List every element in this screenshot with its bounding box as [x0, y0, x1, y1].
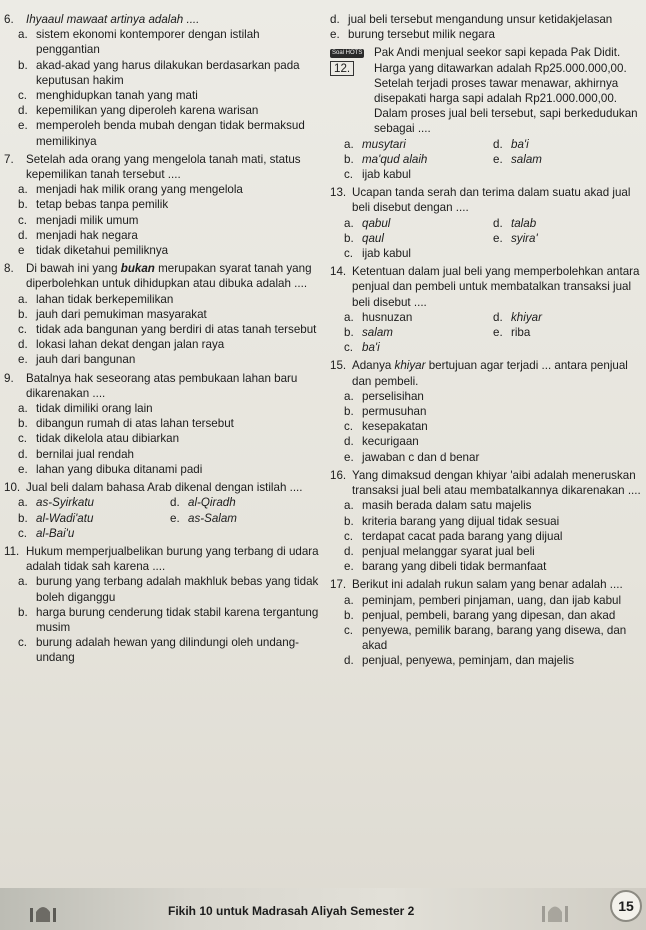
question-stem: Ucapan tanda serah dan terima dalam suatu akad jual beli disebut dengan .... — [352, 186, 631, 215]
question-number: 16. — [330, 468, 347, 482]
question-11 — [4, 544, 322, 666]
option-c: c. burung adalah hewan yang dilindungi oleh undang-undang — [18, 636, 300, 665]
option-c: c. penyewa, pemilik barang, barang yang disewa, dan akad — [344, 623, 627, 653]
option-a: a. husnuzan — [344, 310, 413, 324]
option-d: d. kepemilikan yang diperoleh karena warisan — [18, 104, 259, 118]
option-e: e. as-Salam — [170, 511, 237, 525]
option-a: a. tidak dimiliki orang lain — [18, 402, 153, 416]
page-number: 15 — [610, 890, 642, 922]
option-d: d. ba'i — [493, 137, 529, 151]
question-number: 6. — [4, 13, 14, 26]
option-b: b. tetap bebas tanpa pemilik — [18, 198, 169, 212]
option-b: b. kriteria barang yang dijual tidak sesuai — [344, 514, 560, 528]
option-c: c. kesepakatan — [344, 420, 428, 434]
question-14 — [330, 264, 642, 355]
option-c: c. ijab kabul — [344, 247, 411, 261]
option-b: b. jauh dari pemukiman masyarakat — [18, 307, 207, 321]
option-b: b. salam — [344, 326, 393, 340]
question-stem: Berikut ini adalah rukun salam yang benar adalah .... — [352, 578, 623, 592]
question-number: 13. — [330, 186, 347, 200]
question-stem: Pak Andi menjual seekor sapi kepada Pak Didit. Harga yang ditawarkan adalah Rp25.000.000,00. Setelah terjadi proses tawar menawar, akhirnya disepakati harga sapi adalah Rp21.000.000,00. Dalam proses jual beli tersebut, sapi berkedudukan sebagai .... — [374, 46, 638, 136]
option-d: d. penjual, penyewa, peminjam, dan majelis — [344, 654, 575, 668]
option-b: b. permusuhan — [344, 405, 427, 419]
left-column — [4, 12, 322, 669]
option-c: c. menghidupkan tanah yang mati — [18, 89, 198, 103]
option-e: e. jauh dari bangunan — [18, 353, 136, 367]
option-b: b. akad-akad yang harus dilakukan berdasarkan pada keputusan hakim — [18, 58, 300, 87]
question-number: 7. — [4, 152, 14, 166]
option-e: e. jawaban c dan d benar — [344, 450, 480, 464]
option-e: e. salam — [493, 152, 542, 166]
option-d: d. bernilai jual rendah — [18, 447, 134, 461]
option-b: b. al-Wadi'atu — [18, 511, 94, 525]
question-number: 10. — [4, 481, 21, 495]
option-c: c. menjadi milik umum — [18, 213, 139, 227]
option-a: a. masih berada dalam satu majelis — [344, 499, 532, 513]
option-a: a. qabul — [344, 216, 391, 230]
option-c: c. ijab kabul — [344, 168, 411, 182]
question-10 — [4, 480, 322, 541]
question-17 — [330, 577, 642, 668]
question-stem: Adanya khiyar bertujuan agar terjadi ... antara penjual dan pembeli. — [352, 359, 628, 388]
option-a: a. perselisihan — [344, 389, 424, 403]
question-number: 9. — [4, 371, 14, 385]
option-c: c. tidak dikelola atau dibiarkan — [18, 432, 180, 446]
option-a: a. burung yang terbang adalah makhluk bebas yang tidak boleh diganggu — [18, 575, 319, 604]
question-number: 17. — [330, 578, 347, 592]
question-8 — [4, 261, 322, 367]
option-c: c. terdapat cacat pada barang yang dijual — [344, 529, 563, 543]
option-e: e. lahan yang dibuka ditanami padi — [18, 462, 203, 476]
question-15 — [330, 358, 642, 464]
question-13 — [330, 185, 642, 261]
option-d: d. talab — [493, 216, 537, 230]
option-c: c. ba'i — [344, 341, 380, 355]
option-d: d. penjual melanggar syarat jual beli — [344, 544, 535, 558]
option-a: a. menjadi hak milik orang yang mengelola — [18, 183, 243, 197]
option-e: e. barang yang dibeli tidak bermanfaat — [344, 560, 547, 574]
option-e: e. riba — [493, 326, 531, 340]
question-stem: Ketentuan dalam jual beli yang memperbolehkan antara penjual dan pembeli untuk membatalkan transaksi jual beli disebut .... — [352, 265, 640, 309]
question-6 — [4, 12, 322, 149]
option-d: d. al-Qiradh — [170, 496, 236, 510]
question-stem: Ihyaaul mawaat artinya adalah .... — [26, 13, 200, 26]
option-d: d. menjadi hak negara — [18, 228, 138, 242]
option-a: a. sistem ekonomi kontemporer dengan istilah penggantian — [18, 28, 260, 57]
question-number: 14. — [330, 265, 347, 279]
option-a: a. as-Syirkatu — [18, 496, 94, 510]
question-7 — [4, 152, 322, 258]
option-c: c. al-Bai'u — [18, 526, 75, 540]
question-6-continued — [330, 12, 642, 42]
right-column — [330, 12, 642, 672]
option-b: b. qaul — [344, 231, 384, 245]
option-c: c. tidak ada bangunan yang berdiri di atas tanah tersebut — [18, 323, 317, 337]
option-a: a. peminjam, pemberi pinjaman, uang, dan ijab kabul — [344, 593, 622, 607]
question-number: 8. — [4, 262, 14, 276]
option-b: b. harga burung cenderung tidak stabil karena tergantung musim — [18, 605, 319, 634]
option-a: a. musytari — [344, 137, 406, 151]
question-number: 15. — [330, 359, 347, 373]
option-b: b. dibangun rumah di atas lahan tersebut — [18, 417, 234, 431]
question-number: Soal HOTS12. — [332, 49, 363, 75]
question-stem: Yang dimaksud dengan khiyar 'aibi adalah meneruskan transaksi jual beli atau membatalkannya dikarenakan .... — [352, 468, 641, 498]
option-b: b. penjual, pembeli, barang yang dipesan, dan akad — [344, 608, 616, 622]
footer-book-title: Fikih 10 untuk Madrasah Aliyah Semester 2 — [168, 904, 415, 918]
mosque-icon — [28, 898, 58, 922]
question-stem: Batalnya hak seseorang atas pembukaan lahan baru dikarenakan .... — [26, 371, 298, 400]
question-stem: Jual beli dalam bahasa Arab dikenal dengan istilah .... — [26, 481, 303, 495]
option-d: d. lokasi lahan dekat dengan jalan raya — [18, 338, 225, 352]
question-stem: Setelah ada orang yang mengelola tanah mati, status kepemilikan tanah tersebut .... — [26, 152, 301, 182]
option-d: d. kecurigaan — [344, 435, 419, 449]
question-number: 11. — [4, 544, 20, 558]
question-stem: Di bawah ini yang bukan merupakan syarat tanah yang diperbolehkan untuk dihidupkan atau dibuka adalah .... — [26, 262, 312, 291]
option-e: e. memperoleh benda mubah dengan tidak bermaksud memilikinya — [18, 119, 305, 148]
question-16 — [330, 468, 642, 574]
question-9 — [4, 371, 322, 477]
option-d: d. jual beli tersebut mengandung unsur ketidakjelasan — [330, 13, 613, 26]
question-stem: Hukum memperjualbelikan burung yang terbang di udara adalah tidak sah karena .... — [26, 544, 319, 574]
option-e: e. syira' — [493, 231, 538, 245]
option-b: b. ma'qud alaih — [344, 152, 428, 166]
option-e: e tidak diketahui pemiliknya — [18, 244, 169, 258]
mosque-icon — [540, 898, 570, 922]
option-a: a. lahan tidak berkepemilikan — [18, 292, 174, 306]
question-12 — [330, 45, 642, 182]
option-e: e. burung tersebut milik negara — [330, 28, 495, 42]
option-d: d. khiyar — [493, 310, 542, 324]
hots-badge: Soal HOTS — [332, 49, 363, 56]
